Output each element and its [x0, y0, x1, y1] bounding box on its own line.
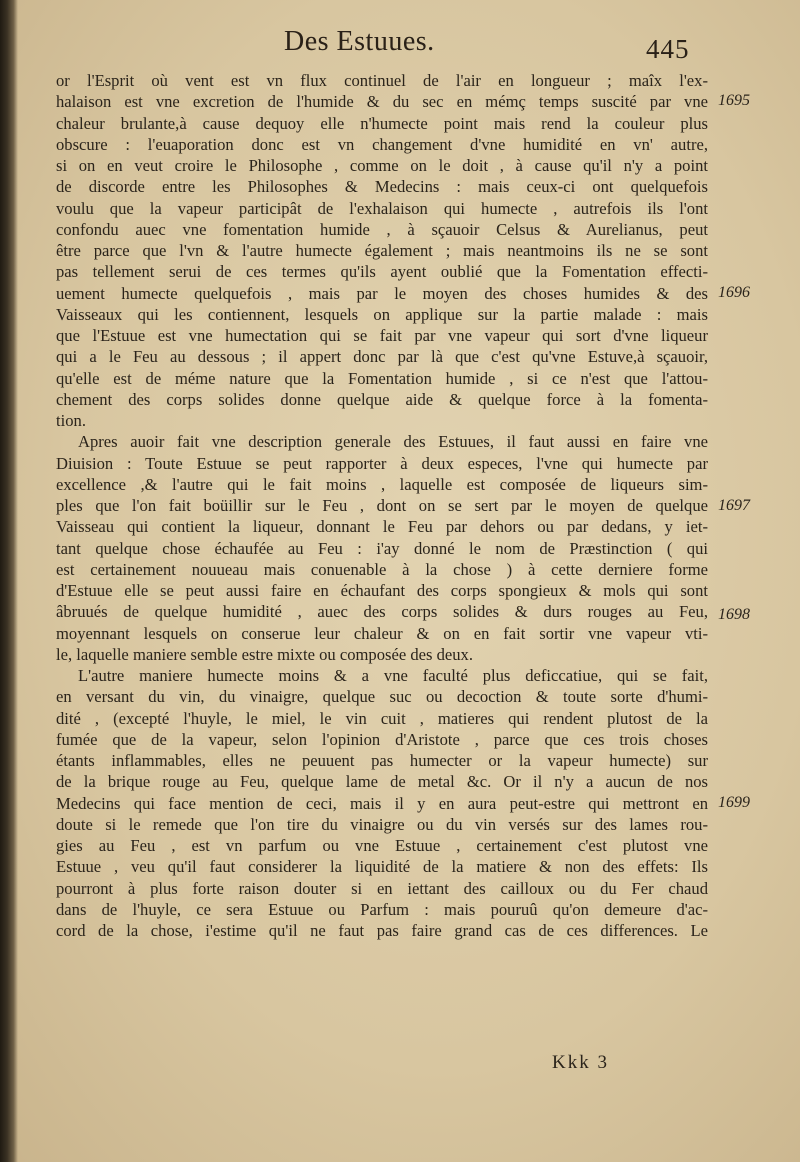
- text-line: confondu auec vne fomentation humide , à sçauoir Celsus & Aurelianus, peut: [56, 219, 708, 239]
- text-line: fumée que de la vapeur, selon l'opinion d'Aristote , parce que ces trois choses: [56, 729, 708, 749]
- text-line: Vaisseau qui contient la liqueur, donnant le Feu par dehors ou par dedans, y iet-: [56, 517, 708, 537]
- text-line: excellence ,& l'autre qui le fait moins , laquelle est composée de liqueurs sim-: [56, 474, 708, 494]
- text-line: pas tellement serui de ces termes qu'ils ayent oublié que la Fomentation effecti-: [56, 262, 708, 282]
- text-line: en versant du vin, du vinaigre, quelque suc ou decoction & toute sorte d'humi-: [56, 687, 708, 707]
- text-line: d'Estuue elle se peut aussi faire en échaufant des corps spongieux & mols qui sont: [56, 581, 708, 600]
- text-line: Diuision : Toute Estuue se peut rapporter à deux especes, l'vne qui humecte par: [56, 453, 708, 473]
- text-line: de discorde entre les Philosophes & Medecins : mais ceux-ci ont quelquefois: [56, 177, 708, 197]
- text-line: cord de la chose, i'estime qu'il ne faut pas faire grand cas de ces differences. Le: [56, 921, 708, 940]
- text-line: chaleur brulante,à cause dequoy elle n'humecte point mais rend la couleur plus: [56, 113, 708, 133]
- text-line: chement des corps solides donne quelque aide & quelque force à la fomenta-: [56, 389, 708, 409]
- text-line: voulu que la vapeur participât de l'exhalaison qui humecte , autrefois ils l'ont: [56, 198, 708, 218]
- text-line: dité , (excepté l'huyle, le miel, le vin cuit , matieres qui rendent plutost de la: [56, 708, 708, 728]
- running-title: Des Estuues.: [284, 26, 435, 57]
- text-line: qu'elle est de méme nature que la Fomentation humide , si ce n'est que l'attou-: [56, 368, 708, 388]
- text-line: pourront à plus forte raison douter si en iettant des cailloux ou du Fer chaud: [56, 878, 708, 898]
- text-line: être parce que l'vn & l'autre humecte également ; mais neantmoins ils ne se sont: [56, 241, 708, 260]
- signature-mark: Kkk 3: [552, 1052, 609, 1073]
- text-line: est certainement nouueau mais conuenable à la chose ) à cette derniere forme: [56, 559, 708, 579]
- text-line: doute si le remede que l'on tire du vinaigre ou du vin versés sur des lames rou-: [56, 814, 708, 834]
- text-line: que l'Estuue est vne humectation qui se fait par vne vapeur qui sort d'vne liqueur: [56, 326, 708, 345]
- text-line: tant quelque chose échaufée au Feu : i'ay donné le nom de Præstinction ( qui: [56, 538, 708, 558]
- text-line: qui a le Feu au dessous ; il appert donc par là que c'est qu'vne Estuve,à sçauoir,: [56, 347, 708, 367]
- margin-note: 1698: [718, 606, 750, 623]
- text-line: ples que l'on fait boüillir sur le Feu , dont on se sert par le moyen de quelque: [56, 496, 708, 515]
- text-line: dans de l'huyle, ce sera Estuue ou Parfum : mais pouruû qu'on demeure d'ac-: [56, 899, 708, 919]
- margin-note: 1699: [718, 794, 750, 811]
- text-line: Apres auoir fait vne description generale des Estuues, il faut aussi en faire vne: [78, 432, 708, 452]
- text-line: âbruués de quelque humidité , auec des corps solides & durs rouges au Feu,: [56, 602, 708, 622]
- page-number: 445: [646, 34, 690, 64]
- margin-note: 1695: [718, 92, 750, 109]
- text-line: de la brique rouge au Feu, quelque lame de metal &c. Or il n'y a aucun de nos: [56, 772, 708, 792]
- text-line: Vaisseaux qui les contiennent, lesquels on applique sur la partie malade : mais: [56, 304, 708, 324]
- text-line: obscure : l'euaporation donc est vn changement d'vne humidité en vn' autre,: [56, 134, 708, 154]
- text-line: Estuue , veu qu'il faut considerer la liquidité de la matiere & non des effets: Ils: [56, 857, 708, 877]
- text-line: Medecins qui face mention de ceci, mais il y en aura peut-estre qui mettront en: [56, 793, 708, 813]
- text-line: uement humecte quelquefois , mais par le moyen des choses humides & des: [56, 283, 708, 303]
- margin-note: 1697: [718, 497, 750, 514]
- body-text: [56, 70, 708, 941]
- text-line: or l'Esprit où vent est vn flux continuel de l'air en longueur ; maîx l'ex-: [56, 71, 708, 90]
- text-line: si on en veut croire le Philosophe , comme on le doit , à cause qu'il n'y a point: [56, 156, 708, 175]
- text-line: halaison est vne excretion de l'humide & du sec en mémç temps suscité par vne: [56, 92, 708, 112]
- text-line: gies au Feu , est vn parfum ou vne Estuue , certainement c'est plutost vne: [56, 836, 708, 855]
- text-line: étants inflammables, elles ne peuuent pas humecter or la vapeur humecte) sur: [56, 751, 708, 770]
- text-line: tion.: [56, 411, 86, 430]
- page-header: [0, 26, 800, 70]
- text-line: le, laquelle maniere semble estre mixte ou composée des deux.: [56, 644, 473, 664]
- margin-note: 1696: [718, 284, 750, 301]
- binding-gutter: [0, 0, 18, 1162]
- text-line: moyennant lesquels on conserue leur chaleur & on en fait sortir vne vapeur vti-: [56, 623, 708, 643]
- text-line: L'autre maniere humecte moins & a vne faculté plus deficcatiue, qui se fait,: [78, 666, 708, 685]
